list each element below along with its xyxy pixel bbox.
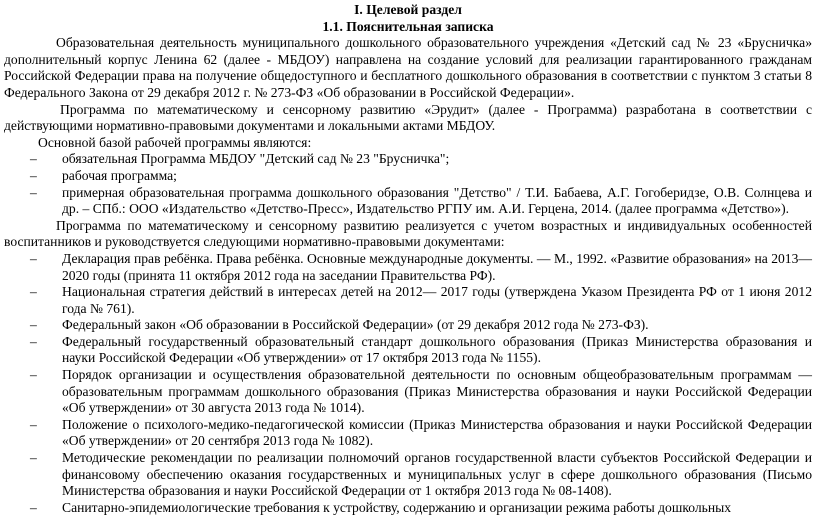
list-item: – Положение о психолого-медико-педагогической комиссии (Приказ Министерства образования и науки Российской Федерации «Об утверждении» от 20 сентября 2013 года № 1082). xyxy=(30,416,812,449)
dash-marker: – xyxy=(30,317,37,333)
list-item: – Декларация прав ребёнка. Права ребёнка. Основные международные документы. — М., 1992. «Развитие образования» на 2013—2020 годы (принята 11 октября 2012 года на заседании Правительства РФ). xyxy=(30,250,812,283)
intro-law-title: «Об образовании в Российской Федерации». xyxy=(316,84,575,100)
dash-marker: – xyxy=(30,151,37,167)
list-item: – Национальная стратегия действий в интересах детей на 2012— 2017 годы (утверждена Указом Президента РФ от 1 июня 2012 года № 761). xyxy=(30,284,812,316)
subsection-heading: 1.1. Пояснительная записка xyxy=(322,18,494,34)
section-heading: I. Целевой раздел xyxy=(354,2,462,17)
list-item: – Порядок организации и осуществления образовательной деятельности по основным общеобразовательным программам — образовательным программам дошкольного образования (Приказ Министерства образования и науки Российской Федерации «Об утверждении» от 30 августа 2013 года № 1014). xyxy=(30,367,812,416)
intro-text: Образовательная деятельность муниципального дошкольного образовательного учреждения «Детский сад № 23 «Брусничка» дополнительный корпус Ленина 62 (далее - МБДОУ) направлена на создание условий для реализации гарантированного гражданам Российской Федерации права на получение общедоступного и бесплатного дошкольного образования в соответствии с пунктом 3 статьи 8 Федерального Закона от 29 декабря 2012 г. № 273-ФЗ xyxy=(4,35,812,100)
base-list xyxy=(4,151,812,217)
dash-marker: – xyxy=(30,450,37,466)
dash-marker: – xyxy=(30,250,37,266)
dash-marker: – xyxy=(30,367,37,383)
dash-marker: – xyxy=(30,184,37,200)
list-item: – Федеральный государственный образовательный стандарт дошкольного образования (Приказ Министерства образования и науки Российской Федерации «Об утверждении» от 17 октября 2013 года № 1155). xyxy=(30,333,812,366)
documents-list xyxy=(4,251,812,516)
base-label: Основной базой рабочей программы являются: xyxy=(38,134,312,150)
list-item: – Методические рекомендации по реализации полномочий органов государственной власти субъектов Российской Федерации и финансовому обеспечению оказания государственных и муниципальных услуг в сфере дошкольного образования (Письмо Министерства образования и науки Российской Федерации от 1 октября 2013 года № 08-1408). xyxy=(30,450,812,499)
list-item: – Санитарно-эпидемиологические требования к устройству, содержанию и организации режима работы дошкольных xyxy=(30,499,732,515)
list-item: – Федеральный закон «Об образовании в Российской Федерации» (от 29 декабря 2012 года № 273-ФЗ). xyxy=(30,317,649,333)
list-item: – примерная образовательная программа дошкольного образования "Детство" / Т.И. Бабаева, А.Г. Гогоберидзе, О.В. Солнцева и др. – СПб.: ООО «Издательство «Детство-Пресс», Издательство РГПУ им. А.И. Герцена, 2014. (далее программа «Детство»). xyxy=(30,184,812,217)
dash-marker: – xyxy=(30,333,37,349)
list-item: – обязательная Программа МБДОУ "Детский сад № 23 "Брусничка"; xyxy=(30,151,450,167)
list-item: – рабочая программа; xyxy=(30,167,177,183)
dash-marker: – xyxy=(30,284,37,300)
dash-marker: – xyxy=(30,167,37,183)
documents-paragraph: Программа по математическому и сенсорному развитию реализуется с учетом возрастных и индивидуальных особенностей воспитанников и руководствуется следующими нормативно-правовыми документами: xyxy=(4,217,812,250)
dash-marker: – xyxy=(30,499,37,515)
dash-marker: – xyxy=(30,416,37,432)
intro-paragraph xyxy=(4,35,812,101)
program-paragraph: Программа по математическому и сенсорному развитию «Эрудит» (далее - Программа) разработана в соответствии с действующими нормативно-правовыми документами и локальными актами МБДОУ. xyxy=(4,101,812,134)
